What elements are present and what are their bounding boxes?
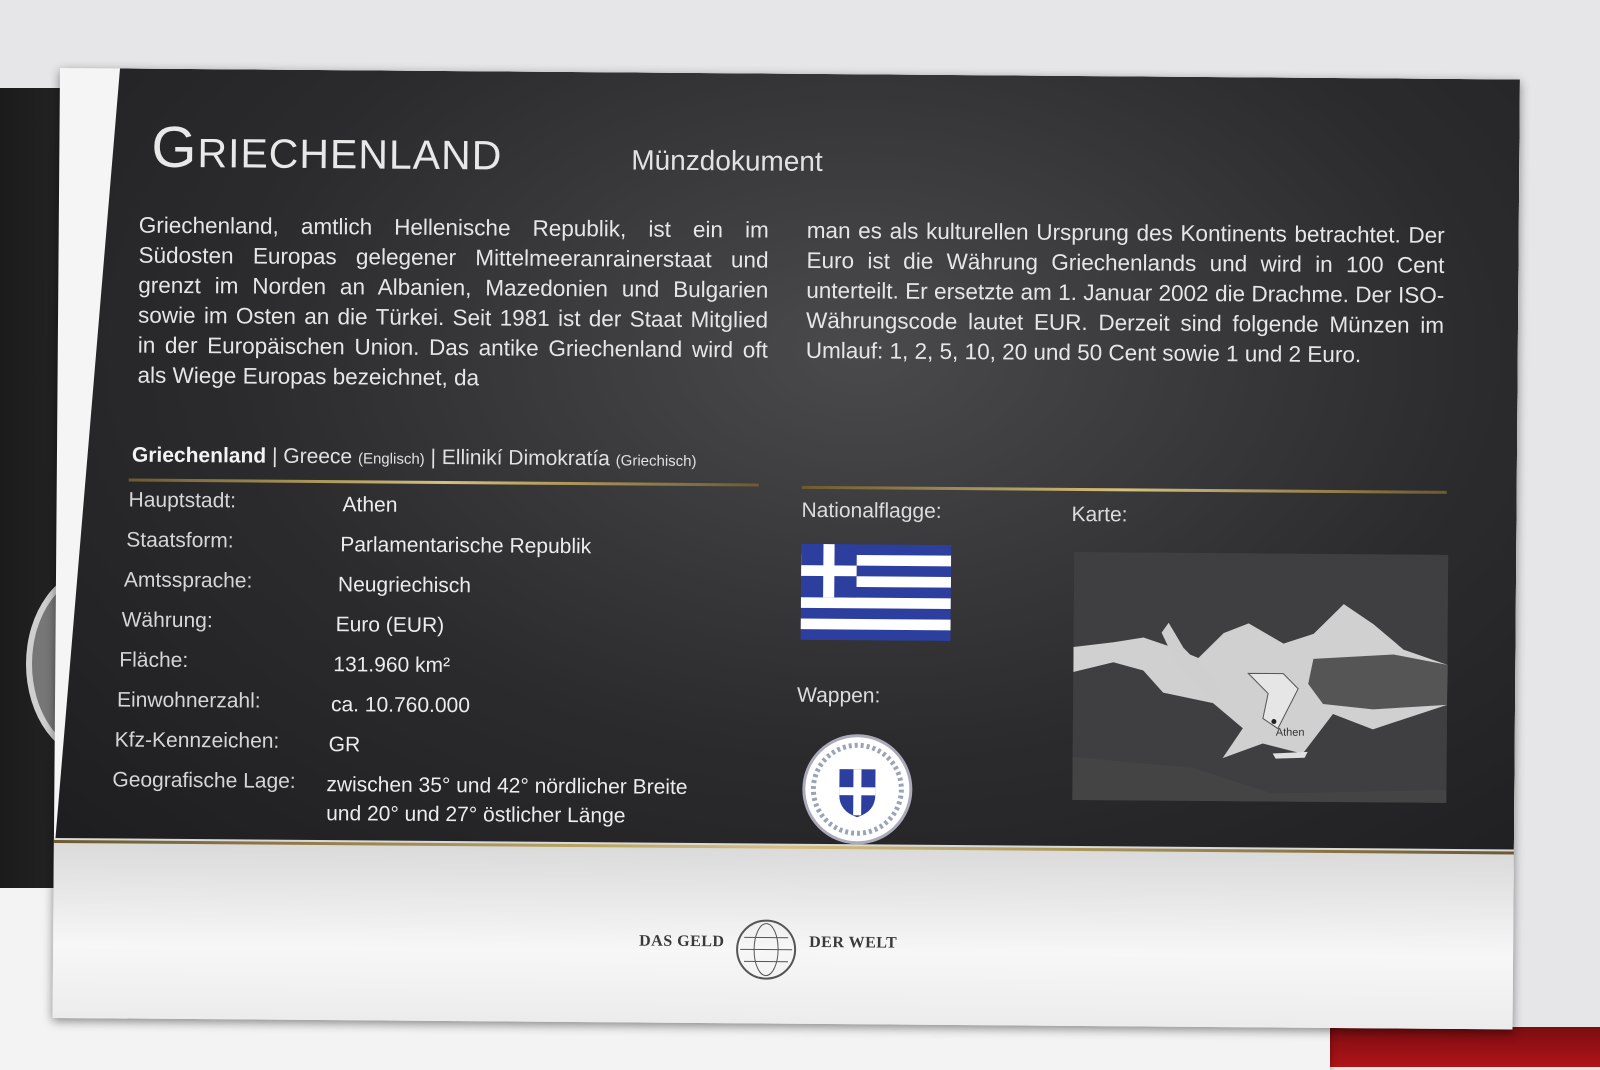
greek-flag-image xyxy=(801,544,952,641)
fact-value: Neugriechisch xyxy=(338,570,471,600)
fact-value: 131.960 km² xyxy=(333,650,450,680)
fact-value: zwischen 35° und 42° nördlicher Breite xyxy=(326,770,687,802)
coat-label: Wappen: xyxy=(797,684,880,709)
fact-label: Währung: xyxy=(122,609,213,634)
fact-value: Euro (EUR) xyxy=(336,610,445,640)
name-german: Griechenland xyxy=(132,444,266,468)
name-english-tag: (Englisch) xyxy=(358,450,425,468)
map-city-label: Athen xyxy=(1276,727,1305,739)
page-title: Griechenland xyxy=(151,114,503,184)
coat-of-arms-image xyxy=(802,734,913,845)
country-names xyxy=(132,444,697,472)
fact-value: Parlamentarische Republik xyxy=(340,530,591,561)
footer-logo-left: DAS GELD xyxy=(639,933,724,952)
name-greek-tag: (Griechisch) xyxy=(616,452,697,470)
separator: | xyxy=(430,446,441,469)
name-greek: Ellinikí Dimokratía xyxy=(442,446,610,470)
fact-label: Geografische Lage: xyxy=(112,768,295,793)
fact-value: ca. 10.760.000 xyxy=(331,690,470,720)
map-label: Karte: xyxy=(1071,503,1127,527)
name-english: Greece xyxy=(283,445,352,469)
footer-logo-right: DER WELT xyxy=(809,934,897,953)
fact-label: Amtssprache: xyxy=(124,569,253,594)
flag-label: Nationalflagge: xyxy=(801,499,941,524)
intro-column-left: Griechenland, amtlich Hellenische Republik, ist ein im Südosten Europas gelegener Mittelmeeranrainerstaat und grenzt im Norden an Albanien, Mazedonien und Bulgarien sowie im Osten an die Türkei. Seit 1981 ist der Staat Mitglied in der Europäischen Union. Das antike Griechenland wird oft als Wiege Europas bezeichnet, da xyxy=(137,211,768,396)
intro-column-right: man es als kulturellen Ursprung des Kontinents betrachtet. Der Euro ist die Währung Griechenlands und wird in 100 Cent unterteilt. Er ersetzte am 1. Januar 2002 die Drachme. Der ISO-Währungscode lautet EUR. Derzeit sind folgende Münzen im Umlauf: 1, 2, 5, 10, 20 und 50 Cent sowie 1 und 2 Euro. xyxy=(806,216,1445,371)
fact-label: Staatsform: xyxy=(126,529,234,554)
fact-label: Hauptstadt: xyxy=(129,489,237,514)
separator: | xyxy=(272,445,283,468)
fact-label: Kfz-Kennzeichen: xyxy=(115,728,280,753)
map-image xyxy=(1072,552,1448,803)
page-subtitle: Münzdokument xyxy=(631,144,823,178)
fact-value-line2: und 20° und 27° östlicher Länge xyxy=(326,799,626,830)
fact-value: GR xyxy=(329,730,361,759)
coin-document-card xyxy=(53,68,1520,1029)
fact-label: Fläche: xyxy=(119,648,188,673)
fact-value: Athen xyxy=(342,490,397,519)
globe-icon xyxy=(736,919,796,979)
fact-label: Einwohnerzahl: xyxy=(117,688,261,713)
